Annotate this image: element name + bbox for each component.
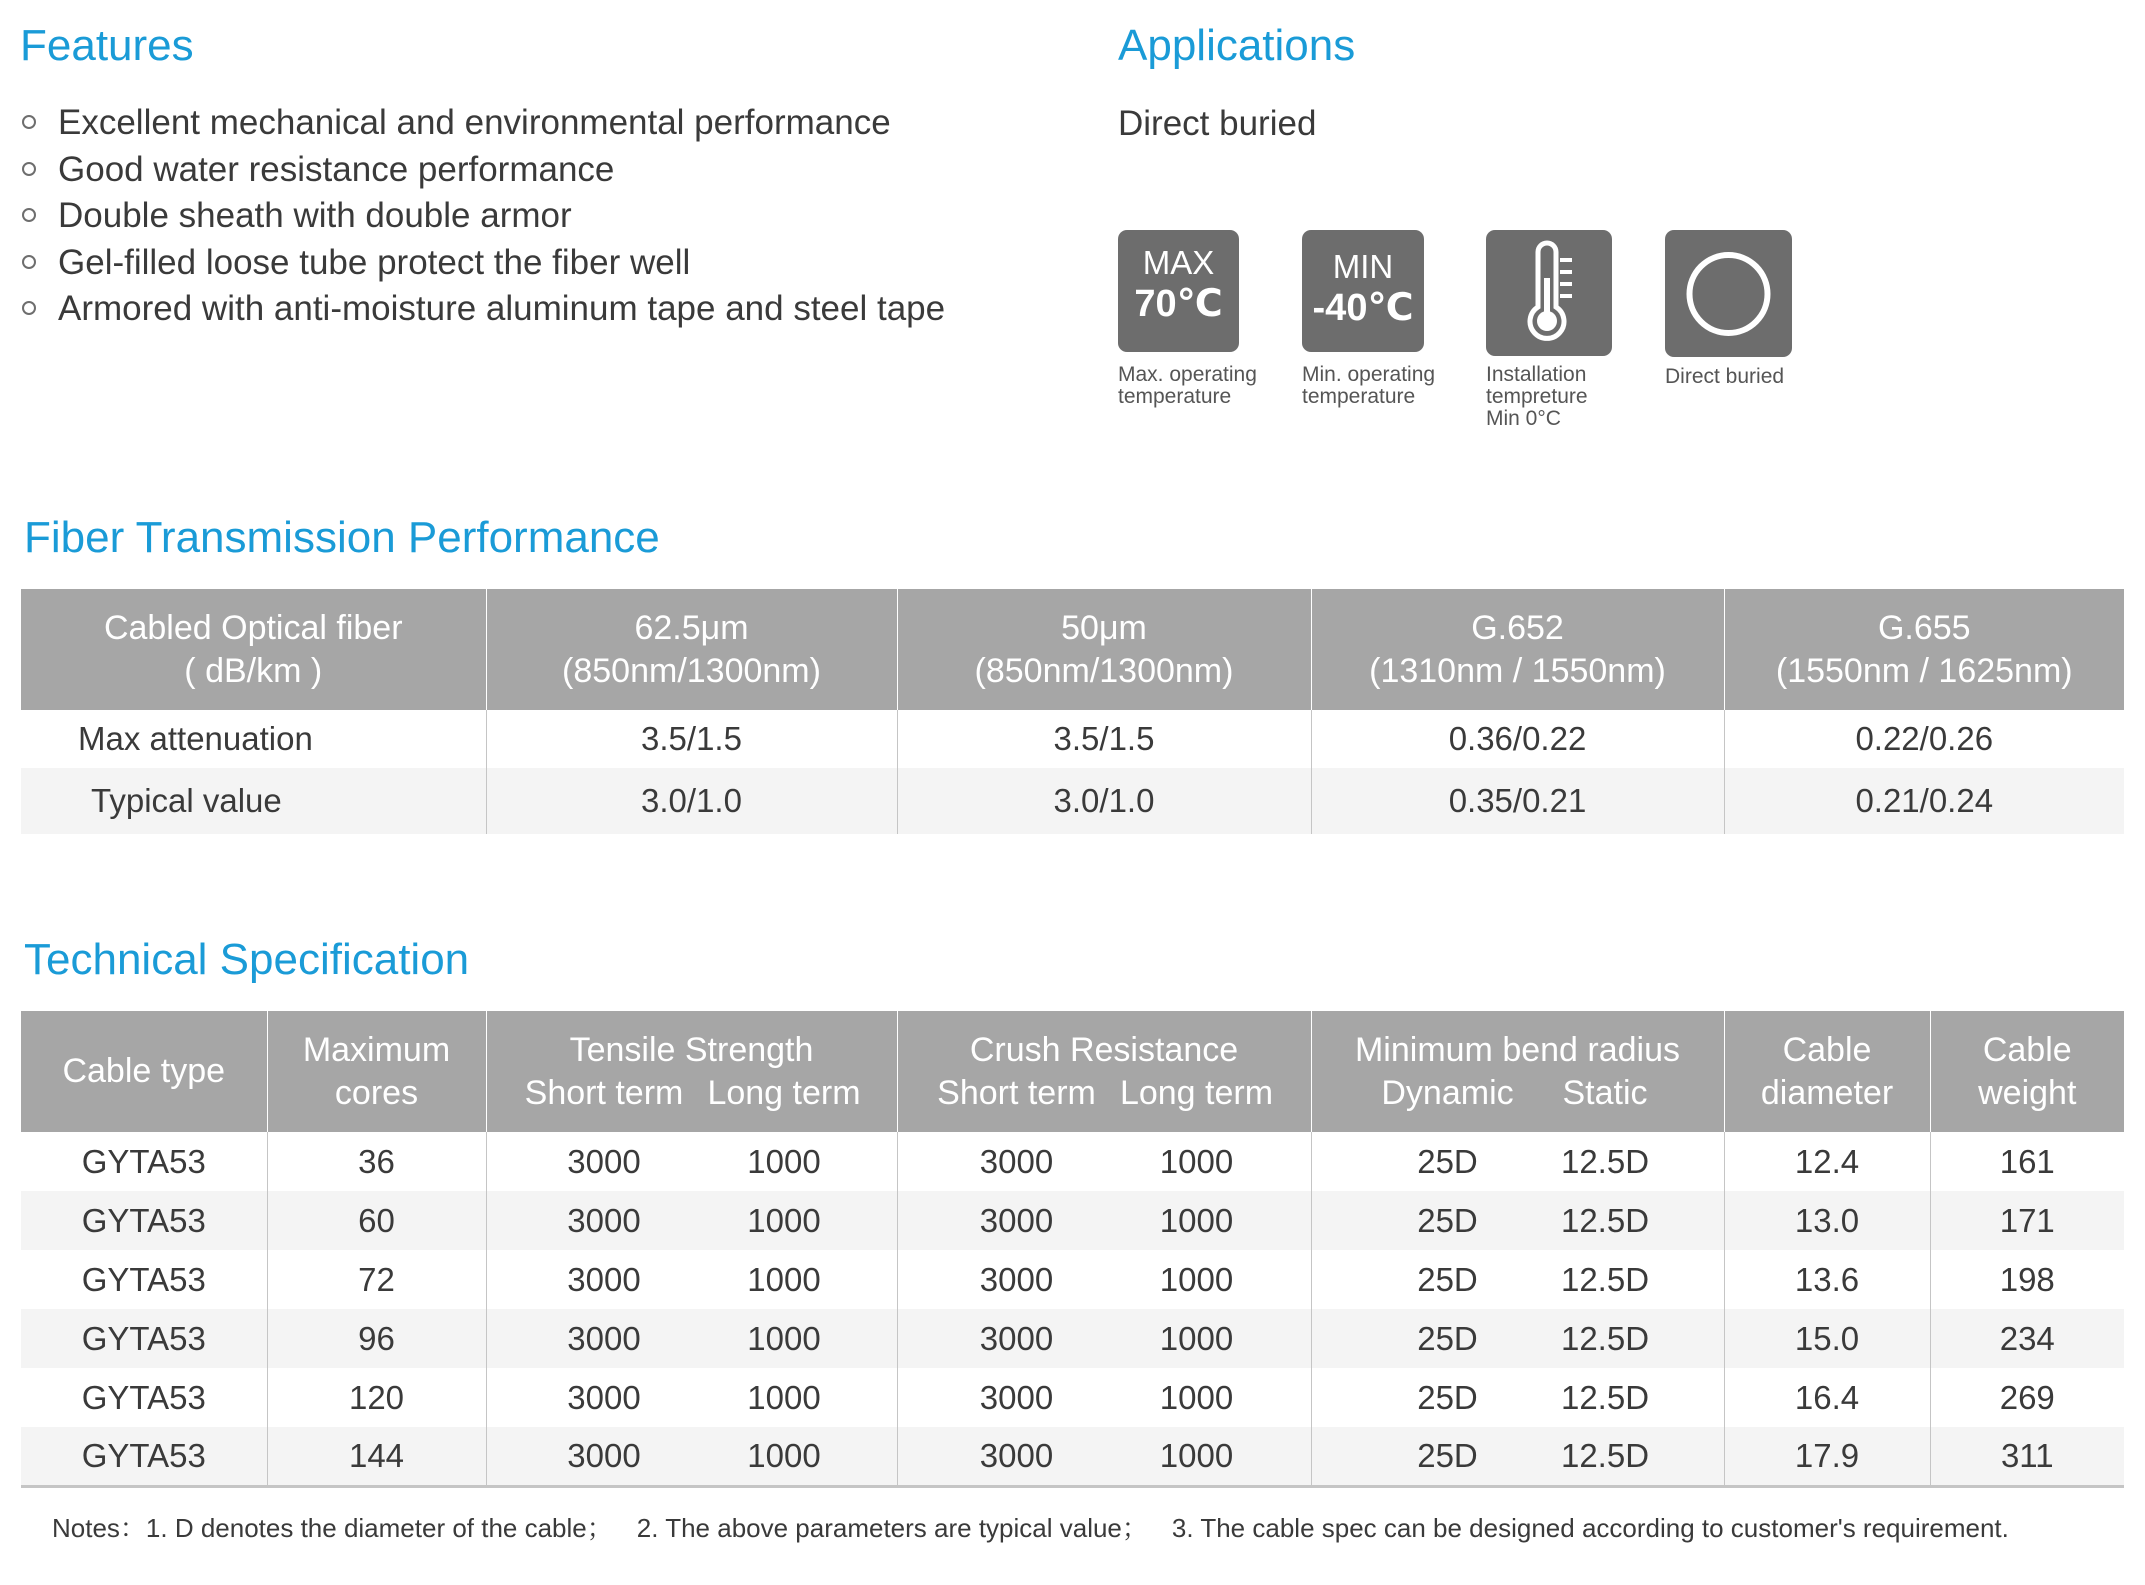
specification-header-row <box>21 1011 2124 1132</box>
cell-cable-diameter: 16.4 <box>1724 1368 1930 1427</box>
table-row: Max attenuation 3.5/1.5 3.5/1.5 0.36/0.22 0.22/0.26 <box>21 710 2124 768</box>
feature-item: Gel-filled loose tube protect the fiber well <box>22 240 945 287</box>
cell-cable-weight: 269 <box>1999 1378 2055 1416</box>
cell-cable-diameter: 13.6 <box>1724 1250 1930 1309</box>
header-cable-weight: Cable weight <box>1930 1011 2124 1132</box>
table-row <box>21 1132 2124 1191</box>
cell-tensile-strength: 3000 1000 <box>486 1191 897 1250</box>
header-62-5um: 62.5μm (850nm/1300nm) <box>486 589 897 710</box>
cell-cable-type: GYTA53 <box>21 1427 267 1486</box>
header-cabled-optical-fiber: Cabled Optical fiber ( dB/km ) <box>21 589 486 710</box>
direct-buried-caption: Direct buried <box>1665 365 1785 388</box>
cell-tensile-strength: 3000 1000 <box>486 1132 897 1191</box>
max-temperature-caption: Max. operating temperature <box>1118 363 1257 408</box>
cell-bend-radius: 25D 12.5D <box>1311 1368 1724 1427</box>
specification-body <box>21 1132 2124 1486</box>
table-row <box>21 1250 2124 1309</box>
thermometer-icon <box>1486 230 1612 356</box>
max-temperature-icon: MAX 70℃ <box>1118 230 1239 352</box>
applications-text: Direct buried <box>1118 104 1317 143</box>
cell-crush-resistance: 3000 1000 <box>897 1368 1311 1427</box>
cell-bend-radius: 25D 12.5D <box>1311 1250 1724 1309</box>
cell-crush-resistance: 3000 1000 <box>897 1427 1311 1486</box>
cell-cable-type: GYTA53 <box>21 1132 267 1191</box>
circle-icon <box>1665 230 1792 357</box>
features-list <box>22 100 945 333</box>
feature-item: Good water resistance performance <box>22 147 945 194</box>
cell-max-cores: 144 <box>267 1427 486 1486</box>
feature-item: Double sheath with double armor <box>22 193 945 240</box>
bullet-circle-icon <box>22 301 36 315</box>
cell-cable-weight: 171 <box>1930 1191 2124 1250</box>
cell-cable-type: GYTA53 <box>21 1309 267 1368</box>
applications-heading: Applications <box>1118 21 1356 70</box>
cell-cable-weight: 161 <box>1999 1142 2055 1180</box>
cell-cable-weight: 311 <box>1930 1427 2124 1486</box>
bullet-circle-icon <box>22 255 36 269</box>
cell-tensile-strength: 3000 1000 <box>486 1368 897 1427</box>
thermometer-icon-graphic <box>1486 230 1612 356</box>
cell-tensile-strength: 3000 1000 <box>486 1250 897 1309</box>
bullet-circle-icon <box>22 115 36 129</box>
cell-crush-resistance: 3000 1000 <box>897 1250 1311 1309</box>
direct-buried-circle-icon <box>1665 230 1792 357</box>
header-cable-diameter: Cable diameter <box>1724 1011 1930 1132</box>
cell-bend-radius: 25D 12.5D <box>1311 1427 1724 1486</box>
header-cable-type: Cable type <box>21 1011 267 1132</box>
cell-cable-type: GYTA53 <box>21 1191 267 1250</box>
bullet-circle-icon <box>22 162 36 176</box>
cell-crush-resistance: 3000 1000 <box>897 1191 1311 1250</box>
installation-temperature-caption: Installation tempreture Min 0°C <box>1486 363 1588 430</box>
min-temperature-icon: MIN -40℃ <box>1302 230 1424 352</box>
cell-max-cores: 60 <box>267 1191 486 1250</box>
cell-cable-diameter: 17.9 <box>1724 1427 1930 1486</box>
cell-bend-radius: 25D 12.5D <box>1311 1132 1724 1191</box>
cell-cable-type: GYTA53 <box>21 1368 267 1427</box>
cell-max-cores: 36 <box>267 1132 486 1191</box>
feature-item: Armored with anti-moisture aluminum tape and steel tape <box>22 286 945 333</box>
table-row <box>21 1368 2124 1427</box>
cell-max-cores: 72 <box>267 1250 486 1309</box>
transmission-header-row <box>21 589 2124 710</box>
cell-crush-resistance: 3000 1000 <box>897 1309 1311 1368</box>
cell-cable-diameter: 15.0 <box>1724 1309 1930 1368</box>
specification-heading: Technical Specification <box>24 935 470 984</box>
bullet-circle-icon <box>22 208 36 222</box>
cell-tensile-strength: 3000 1000 <box>486 1309 897 1368</box>
header-crush-resistance: Crush Resistance Short term Long term <box>897 1011 1311 1132</box>
features-heading: Features <box>20 21 194 70</box>
header-tensile-strength: Tensile Strength Short term Long term <box>486 1011 897 1132</box>
cell-cable-diameter: 12.4 <box>1724 1132 1930 1191</box>
header-g655: G.655 (1550nm / 1625nm) <box>1724 589 2124 710</box>
transmission-table <box>21 589 2124 834</box>
header-maximum-cores: Maximum cores <box>267 1011 486 1132</box>
transmission-heading: Fiber Transmission Performance <box>24 513 660 562</box>
header-minimum-bend-radius: Minimum bend radius Dynamic Static <box>1311 1011 1724 1132</box>
table-row <box>21 1191 2124 1250</box>
cell-cable-diameter: 13.0 <box>1724 1191 1930 1250</box>
table-row: Typical value 3.0/1.0 3.0/1.0 0.35/0.21 0.21/0.24 <box>21 768 2124 834</box>
feature-item: Excellent mechanical and environmental performance <box>22 100 945 147</box>
min-temperature-caption: Min. operating temperature <box>1302 363 1436 408</box>
header-g652: G.652 (1310nm / 1550nm) <box>1311 589 1724 710</box>
table-row <box>21 1309 2124 1368</box>
header-50um: 50μm (850nm/1300nm) <box>897 589 1311 710</box>
cell-cable-type: GYTA53 <box>21 1250 267 1309</box>
table-row <box>21 1427 2124 1486</box>
specification-table <box>21 1011 2124 1488</box>
cell-bend-radius: 25D 12.5D <box>1311 1191 1724 1250</box>
cell-tensile-strength: 3000 1000 <box>486 1427 897 1486</box>
cell-bend-radius: 25D 12.5D <box>1311 1309 1724 1368</box>
cell-cable-weight: 234 <box>1930 1309 2124 1368</box>
cell-cable-weight: 198 <box>1999 1260 2055 1298</box>
cell-max-cores: 96 <box>267 1309 486 1368</box>
notes: Notes：1. D denotes the diameter of the cable； 2. The above parameters are typical value； 3. The cable spec can be designed according to customer's requirement. <box>52 1513 2009 1543</box>
cell-crush-resistance: 3000 1000 <box>897 1132 1311 1191</box>
cell-max-cores: 120 <box>267 1368 486 1427</box>
